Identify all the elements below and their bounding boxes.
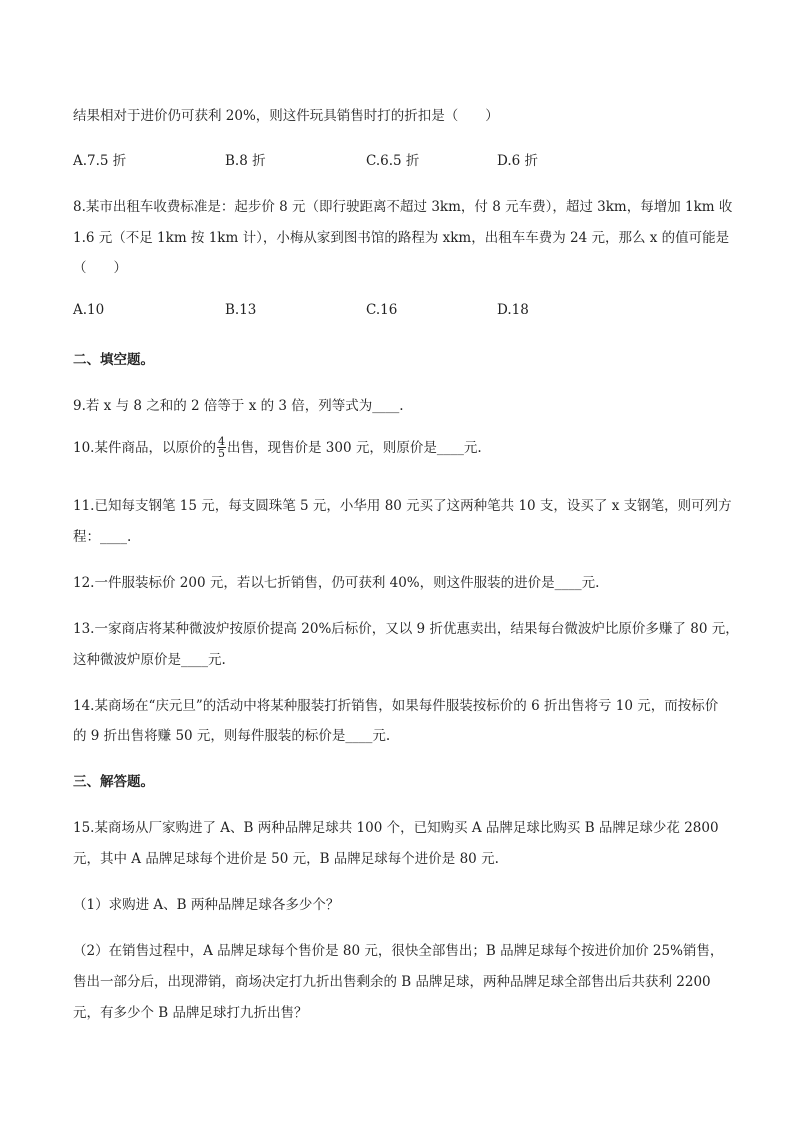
q7-option-a: A.7.5 折: [73, 153, 127, 169]
q8-option-d: D.18: [497, 302, 529, 318]
q15-part-1: （1）求购进 A、B 两种品牌足球各多少个？: [73, 897, 340, 913]
q7-option-b: B.8 折: [225, 153, 266, 169]
q15-line-2: 元，其中 A 品牌足球每个进价是 50 元，B 品牌足球每个进价是 80 元.: [73, 851, 499, 867]
q10-before: 10.某件商品，以原价的: [73, 440, 216, 456]
q8-option-c: C.16: [366, 302, 398, 318]
q10-fraction: [217, 436, 226, 459]
q8-option-a: A.10: [73, 302, 105, 318]
q11-line-2: 程：____.: [73, 529, 132, 545]
q8-option-b: B.13: [225, 302, 257, 318]
q8-line-2: 1.6 元（不足 1km 按 1km 计），小梅从家到图书馆的路程为 xkm，出租车车费为 24 元，那么 x 的值可能是: [73, 230, 730, 246]
q15-part-2-line-1: （2）在销售过程中，A 品牌足球每个售价是 80 元，很快全部售出；B 品牌足球每个按进价加价 25%销售，: [73, 943, 724, 959]
q12-text: 12.一件服装标价 200 元，若以七折销售，仍可获利 40%，则这件服装的进价是____元.: [73, 575, 600, 591]
section-2-title: 二、填空题。: [73, 352, 154, 368]
q10-after: 出售，现售价是 300 元，则原价是____元.: [226, 440, 482, 456]
q7-option-d: D.6 折: [497, 153, 539, 169]
q7-text: 结果相对于进价仍可获利 20%，则这件玩具销售时打的折扣是（ ）: [73, 108, 499, 124]
q8-line-1: 8.某市出租车收费标准是：起步价 8 元（即行驶距离不超过 3km，付 8 元车费），超过 3km，每增加 1km 收: [73, 199, 733, 215]
q14-line-2: 的 9 折出售将赚 50 元，则每件服装的标价是____元.: [73, 728, 391, 744]
q10-fraction-numerator: 4: [217, 435, 225, 448]
q15-line-1: 15.某商场从厂家购进了 A、B 两种品牌足球共 100 个，已知购买 A 品牌足球比购买 B 品牌足球少花 2800: [73, 820, 719, 836]
q9-text: 9.若 x 与 8 之和的 2 倍等于 x 的 3 倍，列等式为____.: [73, 398, 404, 414]
q8-line-3: （ ）: [73, 260, 127, 276]
q13-line-1: 13.一家商店将某种微波炉按原价提高 20%后标价，又以 9 折优惠卖出，结果每台微波炉比原价多赚了 80 元，: [73, 621, 739, 637]
q15-part-2-line-3: 元，有多少个 B 品牌足球打九折出售？: [73, 1005, 308, 1021]
q15-part-2-line-2: 售出一部分后，出现滞销，商场决定打九折出售剩余的 B 品牌足球，两种品牌足球全部售出后共获利 2200: [73, 974, 711, 990]
section-3-title: 三、解答题。: [73, 774, 154, 790]
q7-option-c: C.6.5 折: [366, 153, 420, 169]
q10-fraction-denominator: 5: [217, 447, 225, 460]
q13-line-2: 这种微波炉原价是____元.: [73, 652, 226, 668]
q11-line-1: 11.已知每支钢笔 15 元，每支圆珠笔 5 元，小华用 80 元买了这两种笔共 10 支，设买了 x 支钢笔，则可列方: [73, 498, 732, 514]
q10-text: [73, 436, 482, 460]
q14-line-1: 14.某商场在“庆元旦”的活动中将某种服装打折销售，如果每件服装按标价的 6 折出售将亏 10 元，而按标价: [73, 698, 719, 714]
